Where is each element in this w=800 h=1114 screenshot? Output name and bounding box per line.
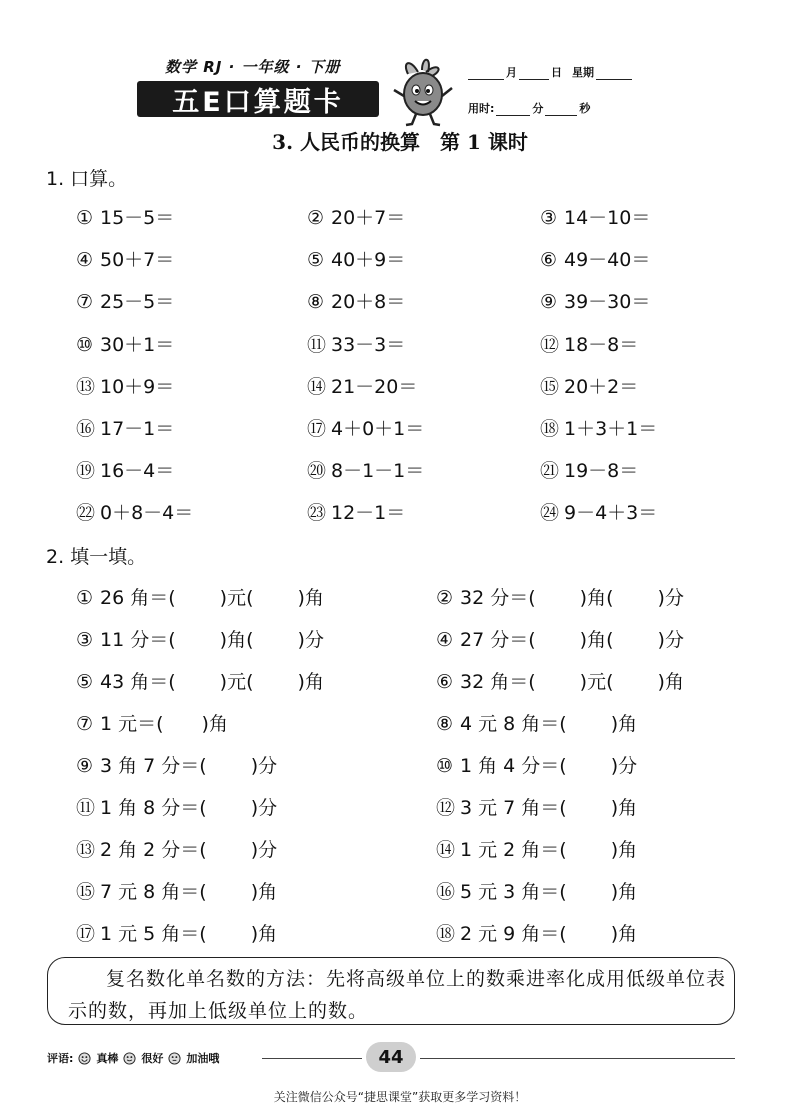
mental-math-item-text[interactable]: 49－40＝: [564, 249, 651, 272]
fill-in-item-number: ⑮: [76, 881, 96, 903]
fill-in-item-number: ⑰: [76, 923, 96, 945]
mental-math-item-number: ①: [76, 207, 94, 229]
fill-in-item-number: ⑨: [76, 755, 94, 777]
fill-in-item-number: ⑯: [436, 881, 456, 903]
mental-math-item-text[interactable]: 15－5＝: [100, 207, 175, 229]
fill-in-item: [436, 919, 637, 946]
mental-math-item-number: ⑮: [540, 375, 560, 398]
mental-math-item: [307, 287, 405, 314]
mental-math-item-text[interactable]: 30＋1＝: [100, 333, 175, 356]
fill-in-item-number: ⑪: [76, 797, 96, 819]
mental-math-item: [540, 330, 638, 357]
fill-in-item-number: ②: [436, 587, 454, 609]
fill-in-item: [76, 877, 277, 904]
fill-in-item-text[interactable]: 1 角 8 分＝( )分: [100, 797, 278, 819]
mental-math-item: [76, 287, 174, 314]
mental-math-item-text[interactable]: 21－20＝: [331, 375, 418, 398]
fill-in-item-number: ③: [76, 629, 94, 651]
fill-in-item-number: ⑫: [436, 797, 456, 819]
section1-heading: 1. 口算。: [46, 168, 128, 190]
fill-in-item: [76, 751, 277, 778]
fill-in-item: [436, 751, 637, 778]
weekday-label: 星期: [572, 66, 594, 79]
fill-in-item: [76, 667, 324, 694]
weekday-blank[interactable]: [596, 67, 632, 80]
mental-math-item-text[interactable]: 10＋9＝: [100, 375, 175, 398]
mental-math-item-number: ⑥: [540, 249, 558, 272]
fill-in-item: [436, 877, 637, 904]
fill-in-item-text[interactable]: 1 角 4 分＝( )分: [460, 755, 638, 777]
mental-math-item-number: ⑲: [76, 460, 96, 483]
mental-math-item-text[interactable]: 33－3＝: [331, 333, 406, 356]
fill-in-item: [76, 919, 277, 946]
mental-math-item-text[interactable]: 16－4＝: [100, 460, 175, 483]
mental-math-item-number: ㉓: [307, 502, 327, 525]
footer-rule-right: [420, 1058, 735, 1059]
fill-in-item-number: ⑩: [436, 755, 454, 777]
mental-math-item-text[interactable]: 20＋8＝: [331, 291, 406, 314]
mental-math-item-number: ⑰: [307, 418, 327, 440]
mental-math-item-number: ⑫: [540, 333, 560, 356]
fill-in-item-number: ⑭: [436, 839, 456, 861]
fill-in-item-text[interactable]: 27 分＝( )角( )分: [460, 629, 684, 651]
fill-in-item: [76, 793, 277, 820]
mental-math-item-number: ⑤: [307, 249, 325, 272]
mental-math-item: [76, 456, 174, 483]
fill-in-item-text[interactable]: 3 元 7 角＝( )角: [460, 797, 638, 819]
rating-good: 很好: [141, 1052, 164, 1065]
mental-math-item: [76, 330, 174, 357]
mental-math-item: [540, 414, 657, 441]
fill-in-item: [76, 709, 228, 736]
mental-math-item-number: ⑧: [307, 291, 325, 314]
fill-in-item-text[interactable]: 5 元 3 角＝( )角: [460, 881, 638, 903]
fill-in-item-number: ④: [436, 629, 454, 651]
fill-in-item: [436, 583, 684, 610]
fill-in-item-text[interactable]: 1 元＝( )角: [100, 713, 228, 735]
fill-in-item-text[interactable]: 1 元 2 角＝( )角: [460, 839, 638, 861]
mental-math-item: [307, 498, 405, 525]
great-face-icon[interactable]: [78, 1052, 91, 1065]
keep-going-face-icon[interactable]: [168, 1052, 181, 1065]
mental-math-item: [540, 456, 638, 483]
mental-math-item-text[interactable]: 1＋3＋1＝: [564, 418, 658, 440]
mental-math-item-number: ③: [540, 207, 558, 229]
month-label: 月: [506, 66, 517, 79]
fill-in-item: [76, 625, 324, 652]
mental-math-item-text[interactable]: 25－5＝: [100, 291, 175, 314]
fill-in-item-number: ①: [76, 587, 94, 609]
fill-in-item-text[interactable]: 1 元 5 角＝( )角: [100, 923, 278, 945]
mental-math-item: [307, 245, 405, 272]
fill-in-item: [436, 667, 684, 694]
mental-math-item-number: ④: [76, 249, 94, 272]
mental-math-item-text[interactable]: 0＋8－4＝: [100, 502, 194, 525]
book-series: 数学 RJ · 一年级 · 下册: [165, 58, 341, 76]
mental-math-item-text[interactable]: 19－8＝: [564, 460, 639, 483]
mental-math-item-number: ㉒: [76, 502, 96, 525]
fill-in-item-text[interactable]: 4 元 8 角＝( )角: [460, 713, 638, 735]
mental-math-item-number: ②: [307, 207, 325, 229]
fill-in-item-text[interactable]: 7 元 8 角＝( )角: [100, 881, 278, 903]
fill-in-item: [76, 583, 324, 610]
fill-in-item-number: ⑱: [436, 923, 456, 945]
time-label: 用时:: [468, 102, 495, 115]
mental-math-item: [307, 372, 417, 399]
mental-math-item-text[interactable]: 50＋7＝: [100, 249, 175, 272]
mental-math-item: [76, 203, 174, 230]
mental-math-item-number: ⑳: [307, 460, 327, 483]
mental-math-item: [540, 203, 650, 230]
page-number: 44: [366, 1042, 416, 1072]
card-title: 五E口算题卡: [172, 86, 344, 118]
fill-in-item: [76, 835, 277, 862]
card-title-banner: [137, 81, 379, 117]
rating-great: 真棒: [96, 1052, 119, 1065]
fill-in-item: [436, 793, 637, 820]
fill-in-item-text[interactable]: 32 角＝( )元( )角: [460, 671, 684, 693]
mental-math-item-text[interactable]: 12－1＝: [331, 502, 406, 525]
mental-math-item-number: ⑭: [307, 375, 327, 398]
minutes-label: 分: [532, 102, 544, 115]
mental-math-item: [540, 498, 657, 525]
mental-math-item-number: ⑯: [76, 418, 96, 440]
mental-math-item-text[interactable]: 20＋7＝: [331, 207, 406, 229]
seconds-label: 秒: [579, 102, 591, 115]
mental-math-item-number: ⑪: [307, 333, 327, 356]
fill-in-item-text[interactable]: 32 分＝( )角( )分: [460, 587, 684, 609]
mental-math-item-text[interactable]: 20＋2＝: [564, 375, 639, 398]
mental-math-item-number: ⑦: [76, 291, 94, 314]
mental-math-item-number: ⑨: [540, 291, 558, 314]
mental-math-item: [307, 203, 405, 230]
seconds-blank[interactable]: [545, 103, 577, 116]
mental-math-item-text[interactable]: 18－8＝: [564, 333, 639, 356]
mental-math-item-text[interactable]: 17－1＝: [100, 418, 175, 440]
month-blank[interactable]: [468, 67, 504, 80]
footer-notice: 关注微信公众号“捷思课堂”获取更多学习资料！: [273, 1090, 527, 1104]
rating-bar: [47, 1050, 219, 1066]
mental-math-item-text[interactable]: 8－1－1＝: [331, 460, 425, 483]
fill-in-item-text[interactable]: 2 角 2 分＝( )分: [100, 839, 278, 861]
mental-math-item: [76, 498, 193, 525]
radish-mascot-icon: [388, 52, 458, 128]
lesson-title: 3. 人民币的换算 第 1 课时: [272, 130, 528, 154]
mental-math-item-text[interactable]: 14－10＝: [564, 207, 651, 229]
mental-math-item: [76, 372, 174, 399]
mental-math-item-text[interactable]: 39－30＝: [564, 291, 651, 314]
fill-in-item-number: ⑤: [76, 671, 94, 693]
mental-math-item-number: ⑩: [76, 333, 94, 356]
good-face-icon[interactable]: [123, 1052, 136, 1065]
fill-in-item-text[interactable]: 26 角＝( )元( )角: [100, 587, 324, 609]
minutes-blank[interactable]: [496, 103, 530, 116]
mental-math-item-number: ㉔: [540, 502, 560, 525]
mental-math-item: [307, 456, 424, 483]
mental-math-item: [540, 287, 650, 314]
footer-rule-left: [262, 1058, 362, 1059]
mental-math-item: [76, 414, 174, 441]
fill-in-item-text[interactable]: 2 元 9 角＝( )角: [460, 923, 638, 945]
mental-math-item-text[interactable]: 40＋9＝: [331, 249, 406, 272]
time-line: [468, 100, 590, 116]
mental-math-item-text[interactable]: 4＋0＋1＝: [331, 418, 425, 440]
fill-in-item-number: ⑬: [76, 839, 96, 861]
mental-math-item-text[interactable]: 9－4＋3＝: [564, 502, 658, 525]
section2-heading: 2. 填一填。: [46, 546, 147, 568]
fill-in-item-number: ⑦: [76, 713, 94, 735]
day-label: 日: [551, 66, 562, 79]
fill-in-item-text[interactable]: 11 分＝( )角( )分: [100, 629, 324, 651]
date-line: [468, 64, 632, 80]
tip-text: 复名数化单名数的方法：先将高级单位上的数乘进率化成用低级单位表示的数，再加上低级单位上的数。: [68, 968, 727, 1022]
rating-label: 评语:: [47, 1052, 74, 1065]
mental-math-item: [307, 414, 424, 441]
mental-math-item: [76, 245, 174, 272]
rating-keep-going: 加油哦: [186, 1052, 220, 1065]
fill-in-item-text[interactable]: 43 角＝( )元( )角: [100, 671, 324, 693]
fill-in-item: [436, 835, 637, 862]
mental-math-item: [307, 330, 405, 357]
day-blank[interactable]: [519, 67, 549, 80]
mental-math-item: [540, 372, 638, 399]
fill-in-item-number: ⑥: [436, 671, 454, 693]
mental-math-item: [540, 245, 650, 272]
fill-in-item-number: ⑧: [436, 713, 454, 735]
fill-in-item-text[interactable]: 3 角 7 分＝( )分: [100, 755, 278, 777]
mental-math-item-number: ⑬: [76, 375, 96, 398]
fill-in-item: [436, 709, 637, 736]
mental-math-item-number: ㉑: [540, 460, 560, 483]
fill-in-item: [436, 625, 684, 652]
mental-math-item-number: ⑱: [540, 418, 560, 440]
